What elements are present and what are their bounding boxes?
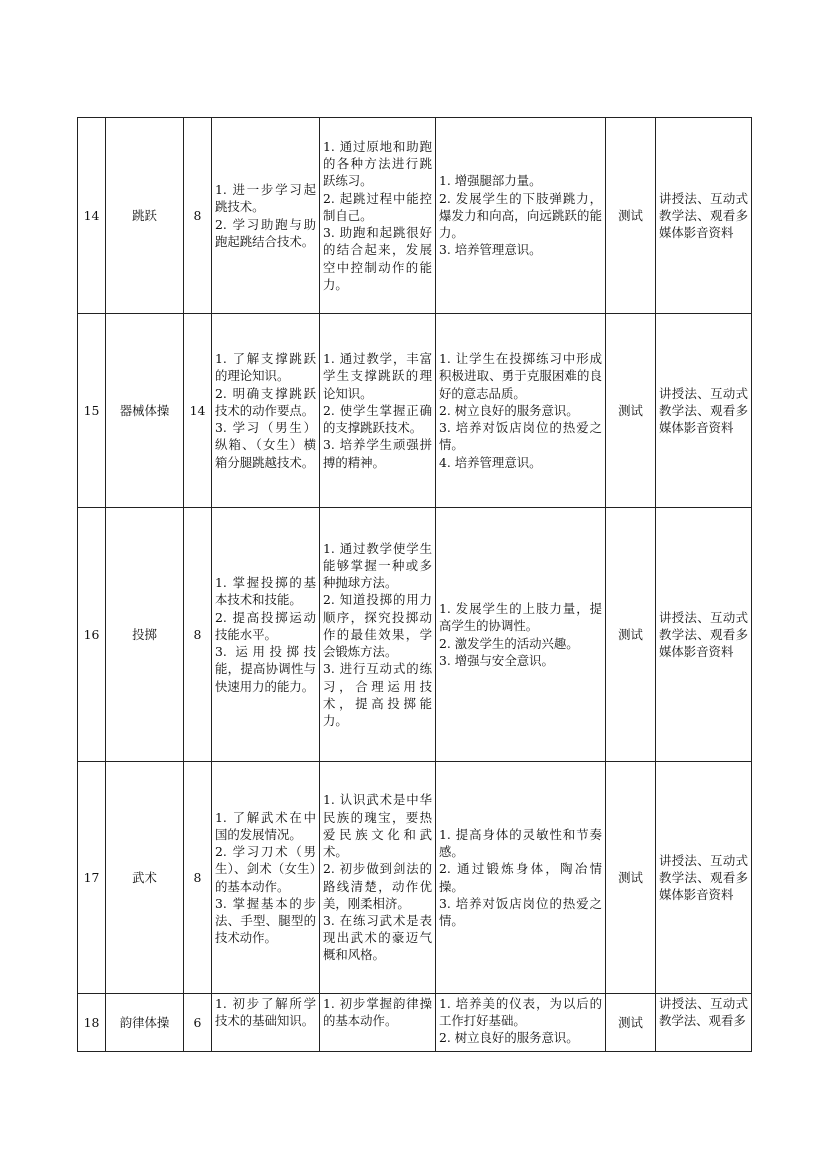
table-row xyxy=(78,314,752,508)
teaching-method: 讲授法、互动式教学法、观看多媒体影音资料 xyxy=(656,508,752,762)
row-number: 15 xyxy=(78,314,106,508)
class-hours: 8 xyxy=(184,762,212,994)
teaching-content xyxy=(212,994,320,1052)
list-item: 3. 在练习武术是表现出武术的豪迈气概和风格。 xyxy=(323,912,432,963)
list-item: 2. 知道投掷的用力顺序，探究投掷动作的最佳效果，学会锻炼方法。 xyxy=(323,592,432,660)
quality-goals xyxy=(436,314,606,508)
teaching-content xyxy=(212,762,320,994)
quality-goals xyxy=(436,118,606,314)
skill-requirements xyxy=(320,118,436,314)
assessment-method: 测试 xyxy=(606,994,656,1052)
list-item: 2. 树立良好的服务意识。 xyxy=(439,402,579,418)
list-item: 1. 进一步学习起跳技术。 xyxy=(215,182,316,215)
quality-goals xyxy=(436,994,606,1052)
list-item: 2. 发展学生的下肢弹跳力，爆发力和向高，向远跳跃的能力。 xyxy=(439,190,602,241)
list-item: 1. 掌握投掷的基本技术和技能。 xyxy=(215,575,316,608)
table-row xyxy=(78,762,752,994)
list-item: 2. 通过锻炼身体，陶冶情操。 xyxy=(439,861,602,894)
quality-goals xyxy=(436,762,606,994)
list-item: 3. 助跑和起跳很好的结合起来，发展空中控制动作的能力。 xyxy=(323,225,432,292)
unit-name: 韵律体操 xyxy=(106,994,184,1052)
class-hours: 14 xyxy=(184,314,212,508)
row-number: 18 xyxy=(78,994,106,1052)
list-item: 2. 初步做到剑法的路线清楚，动作优美，刚柔相济。 xyxy=(323,861,432,911)
list-item: 4. 培养管理意识。 xyxy=(439,454,542,470)
class-hours: 8 xyxy=(184,508,212,762)
class-hours: 8 xyxy=(184,118,212,314)
row-number: 14 xyxy=(78,118,106,314)
list-item: 3. 运用投掷技能，提高协调性与快速用力的能力。 xyxy=(215,644,316,694)
teaching-method: 讲授法、互动式教学法、观看多媒体影音资料 xyxy=(656,762,752,994)
list-item: 3. 学习（男生）纵箱、（女生）横箱分腿跳越技术。 xyxy=(215,420,316,470)
list-item: 2. 树立良好的服务意识。 xyxy=(439,1030,579,1046)
class-hours: 6 xyxy=(184,994,212,1052)
table-row xyxy=(78,118,752,314)
unit-name: 跳跃 xyxy=(106,118,184,314)
curriculum-table xyxy=(77,117,752,1052)
table-row xyxy=(78,508,752,762)
list-item: 1. 增强腿部力量。 xyxy=(439,173,542,189)
assessment-method: 测试 xyxy=(606,118,656,314)
list-item: 1. 通过教学使学生能够掌握一种或多种抛球方法。 xyxy=(323,540,432,591)
list-item: 3. 进行互动式的练习，合理运用技术，提高投掷能力。 xyxy=(323,661,432,728)
unit-name: 武术 xyxy=(106,762,184,994)
list-item: 2. 激发学生的活动兴趣。 xyxy=(439,635,579,651)
skill-requirements xyxy=(320,762,436,994)
list-item: 1. 了解武术在中国的发展情况。 xyxy=(215,809,316,842)
unit-name: 投掷 xyxy=(106,508,184,762)
teaching-method: 讲授法、互动式教学法、观看多媒体影音资料 xyxy=(656,118,752,314)
list-item: 1. 认识武术是中华民族的瑰宝，要热爱民族文化和武术。 xyxy=(323,792,432,860)
row-number: 16 xyxy=(78,508,106,762)
unit-name: 器械体操 xyxy=(106,314,184,508)
list-item: 1. 培养美的仪表，为以后的工作打好基础。 xyxy=(439,996,602,1029)
list-item: 2. 提高投掷运动技能水平。 xyxy=(215,609,316,642)
row-number: 17 xyxy=(78,762,106,994)
list-item: 3. 培养对饭店岗位的热爱之情。 xyxy=(439,895,602,928)
skill-requirements xyxy=(320,994,436,1052)
teaching-method: 讲授法、互动式教学法、观看多媒体影音资料 xyxy=(656,314,752,508)
list-item: 3. 增强与安全意识。 xyxy=(439,652,554,668)
list-item: 1. 初步掌握韵律操的基本动作。 xyxy=(323,996,432,1029)
list-item: 3. 掌握基本的步法、手型、腿型的技术动作。 xyxy=(215,895,316,946)
teaching-content xyxy=(212,118,320,314)
teaching-content xyxy=(212,508,320,762)
assessment-method: 测试 xyxy=(606,762,656,994)
skill-requirements xyxy=(320,314,436,508)
list-item: 2. 学习刀术（男生）、剑术（女生）的基本动作。 xyxy=(215,844,316,894)
list-item: 2. 明确支撑跳跃技术的动作要点。 xyxy=(215,385,316,418)
list-item: 1. 初步了解所学技术的基础知识。 xyxy=(215,996,316,1029)
list-item: 1. 了解支撑跳跃的理论知识。 xyxy=(215,351,316,384)
list-item: 3. 培养管理意识。 xyxy=(439,242,542,258)
teaching-content xyxy=(212,314,320,508)
quality-goals xyxy=(436,508,606,762)
list-item: 1. 发展学生的上肢力量，提高学生的协调性。 xyxy=(439,601,602,634)
assessment-method: 测试 xyxy=(606,314,656,508)
list-item: 2. 起跳过程中能控制自己。 xyxy=(323,190,432,223)
teaching-method: 讲授法、互动式教学法、观看多 xyxy=(656,994,752,1052)
list-item: 1. 提高身体的灵敏性和节奏感。 xyxy=(439,826,602,860)
list-item: 3. 培养对饭店岗位的热爱之情。 xyxy=(439,420,602,453)
assessment-method: 测试 xyxy=(606,508,656,762)
list-item: 2. 学习助跑与助跑起跳结合技术。 xyxy=(215,216,316,249)
list-item: 1. 通过原地和助跑的各种方法进行跳跃练习。 xyxy=(323,139,432,189)
list-item: 1. 让学生在投掷练习中形成积极进取、勇于克服困难的良好的意志品质。 xyxy=(439,351,602,401)
list-item: 3. 培养学生顽强拼搏的精神。 xyxy=(323,437,432,470)
list-item: 1. 通过教学，丰富学生支撑跳跃的理论知识。 xyxy=(323,351,432,401)
list-item: 2. 使学生掌握正确的支撑跳跃技术。 xyxy=(323,402,432,436)
skill-requirements xyxy=(320,508,436,762)
table-row xyxy=(78,994,752,1052)
